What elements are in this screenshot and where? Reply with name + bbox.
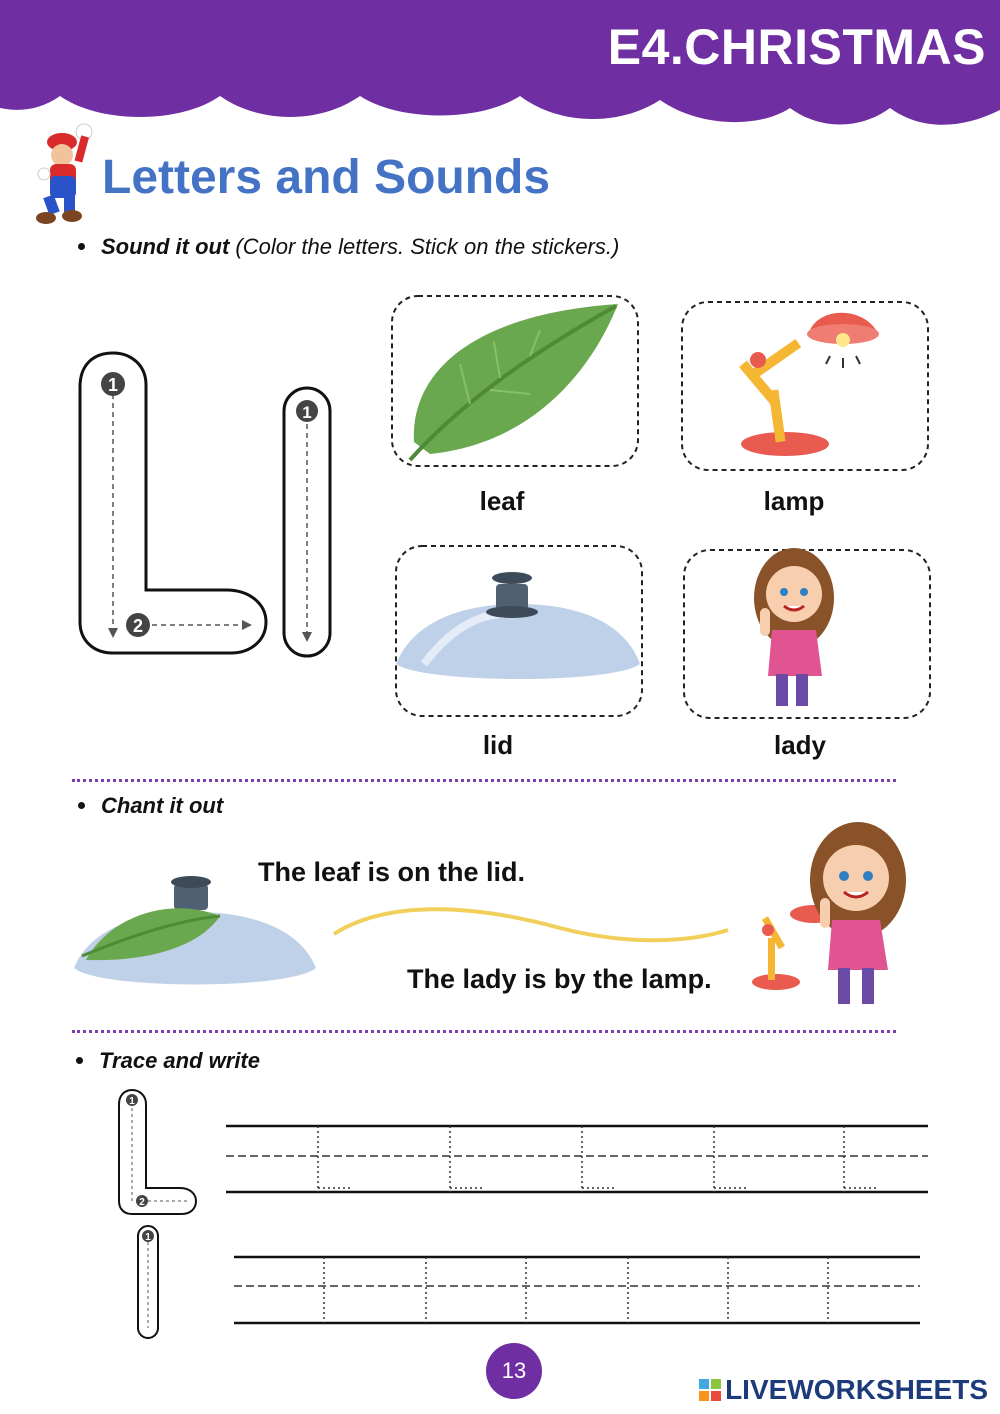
writing-lines-uppercase[interactable]: [226, 1122, 928, 1198]
sticker-box-lamp[interactable]: [680, 300, 930, 472]
sticker-box-leaf[interactable]: [390, 294, 640, 468]
word-lamp: lamp: [763, 486, 825, 516]
sound-it-out-label: Sound it out: [101, 234, 230, 259]
svg-text:1: 1: [107, 375, 119, 395]
svg-text:2: 2: [132, 616, 144, 636]
svg-text:1: 1: [129, 1096, 135, 1107]
lowercase-l-trace-small[interactable]: [136, 1224, 160, 1340]
page-number: 13: [486, 1343, 542, 1399]
word-leaf: leaf: [479, 486, 525, 516]
bullet-icon: [78, 243, 85, 250]
bullet-icon: [76, 1057, 83, 1064]
leaf-icon: [410, 304, 618, 460]
chant-it-out-label: Chant it out: [101, 793, 224, 818]
lamp-icon: [739, 313, 879, 456]
svg-text:2: 2: [139, 1197, 145, 1208]
chant-it-out-heading: [78, 793, 223, 819]
lid-icon: [396, 572, 640, 679]
mascot-icon: [36, 122, 96, 234]
header-title: E4.CHRISTMAS: [607, 19, 986, 75]
svg-text:1: 1: [302, 403, 312, 422]
sticker-box-lady[interactable]: [682, 548, 932, 720]
bullet-icon: [78, 802, 85, 809]
section-divider: [72, 1030, 896, 1033]
lowercase-l-trace[interactable]: [282, 386, 332, 658]
sound-it-out-heading: [78, 234, 619, 260]
sound-it-out-instruction: (Color the letters. Stick on the stickers.): [235, 234, 620, 259]
leaf-on-lid-illustration: [70, 876, 320, 994]
uppercase-l-trace-small[interactable]: [116, 1088, 200, 1216]
lady-icon: [754, 548, 834, 706]
chant-line-1: The leaf is on the lid.: [258, 857, 526, 887]
chant-line-2: The lady is by the lamp.: [407, 964, 712, 994]
section-divider: [72, 779, 896, 782]
svg-text:1: 1: [145, 1232, 151, 1243]
lady-by-lamp-illustration: [748, 820, 918, 1010]
brand-text: LIVEWORKSHEETS: [725, 1374, 988, 1405]
sticker-box-lid[interactable]: [394, 544, 644, 718]
wavy-line-decoration: [330, 898, 732, 950]
word-lid: lid: [482, 730, 514, 760]
section-title: Letters and Sounds: [102, 151, 551, 204]
liveworksheets-icon: [699, 1379, 721, 1401]
brand-logo: [699, 1374, 988, 1406]
trace-and-write-heading: [76, 1048, 260, 1074]
writing-lines-lowercase[interactable]: [234, 1254, 920, 1328]
uppercase-l-trace[interactable]: [76, 350, 272, 660]
word-lady: lady: [773, 730, 827, 760]
trace-and-write-label: Trace and write: [99, 1048, 260, 1073]
